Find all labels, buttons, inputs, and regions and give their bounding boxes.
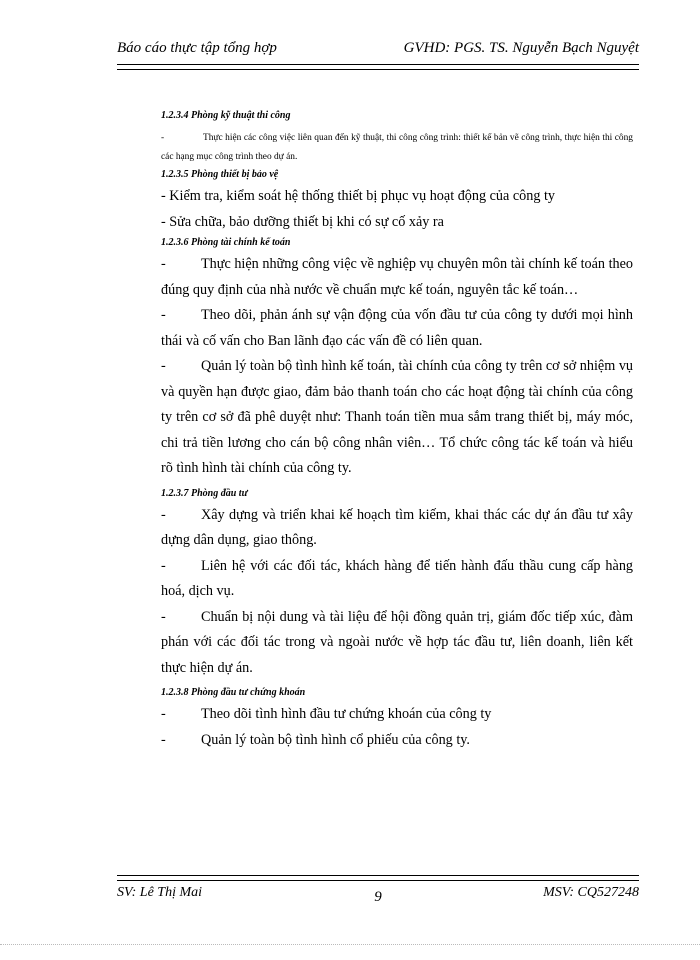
section-heading: 1.2.3.7 Phòng đầu tư [161, 487, 248, 499]
header-report-title: Báo cáo thực tập tổng hợp [117, 40, 277, 56]
paragraph: - Xây dựng và triển khai kế hoạch tìm kiếm, khai thác các dự án đầu tư xây dựng dân dụng, giao thông. [161, 503, 633, 554]
bullet: - [161, 731, 166, 748]
bullet: - [161, 358, 166, 374]
paragraph: - Quản lý toàn bộ tình hình kế toán, tài chính của công ty trên cơ sở nhiệm vụ và quyền hạn được giao, đảm bảo thanh toán cho các hoạt động tài chính của công ty trên cơ sở đã phê duyệt như: Thanh toán tiền mua sắm trang thiết bị, máy móc, chi trả tiền lương cho cán bộ công nhân viên… Tổ chức công tác kế toán và hiểu rõ tình hình tài chính của công ty. [161, 354, 633, 482]
page-footer [117, 885, 639, 907]
page-edge [0, 944, 700, 945]
paragraph: - Quản lý toàn bộ tình hình cổ phiếu của công ty. [161, 728, 633, 754]
paragraph: - Thực hiện những công việc về nghiệp vụ chuyên môn tài chính kế toán theo đúng quy định của nhà nước về chuẩn mực kế toán, nguyên tắc kế toán… [161, 252, 633, 303]
section-heading: 1.2.3.4 Phòng kỹ thuật thi công [161, 110, 291, 121]
paragraph: - Liên hệ với các đối tác, khách hàng để tiến hành đấu thầu cung cấp hàng hoá, dịch vụ. [161, 554, 633, 605]
bullet: - [161, 557, 166, 574]
paragraph: - Theo dõi, phản ánh sự vận động của vốn đầu tư của công ty dưới mọi hình thái và cố vấn cho Ban lãnh đạo các vấn đề có liên quan. [161, 303, 633, 354]
bullet: - [161, 133, 165, 143]
footer-student-id: MSV: CQ527248 [543, 885, 639, 900]
footer-rule [117, 875, 639, 881]
bullet: - [161, 608, 166, 625]
section-heading: 1.2.3.5 Phòng thiết bị bảo vệ [161, 169, 279, 180]
paragraph: - Kiểm tra, kiểm soát hệ thống thiết bị phục vụ hoạt động của công ty [161, 188, 556, 204]
paragraph: - Sửa chữa, bảo dưỡng thiết bị khi có sự cố xảy ra [161, 213, 444, 230]
bullet: - [161, 256, 166, 272]
paragraph: - Chuẩn bị nội dung và tài liệu để hội đồng quản trị, giám đốc tiếp xúc, đàm phán với các đối tác trong và ngoài nước về hợp tác đầu tư, liên doanh, liên kết thực hiện dự án. [161, 605, 633, 682]
section-heading: 1.2.3.8 Phòng đầu tư chứng khoán [161, 687, 306, 698]
paragraph: - Thực hiện các công việc liên quan đến kỹ thuật, thi công công trình: thiết kế bản vẽ công trình, thực hiện thi công các hạng mục công trình theo dự án. [161, 129, 633, 167]
bullet: - [161, 506, 166, 523]
page-number: 9 [374, 889, 382, 905]
bullet: - [161, 706, 166, 722]
header-supervisor: GVHD: PGS. TS. Nguyễn Bạch Nguyệt [403, 40, 639, 56]
section-heading: 1.2.3.6 Phòng tài chính kế toán [161, 237, 291, 248]
page-header [117, 40, 639, 62]
header-rule [117, 64, 639, 70]
bullet: - [161, 307, 166, 323]
paragraph: - Theo dõi tình hình đầu tư chứng khoán của công ty [161, 702, 633, 728]
footer-student: SV: Lê Thị Mai [117, 885, 203, 900]
page-body [161, 110, 633, 753]
